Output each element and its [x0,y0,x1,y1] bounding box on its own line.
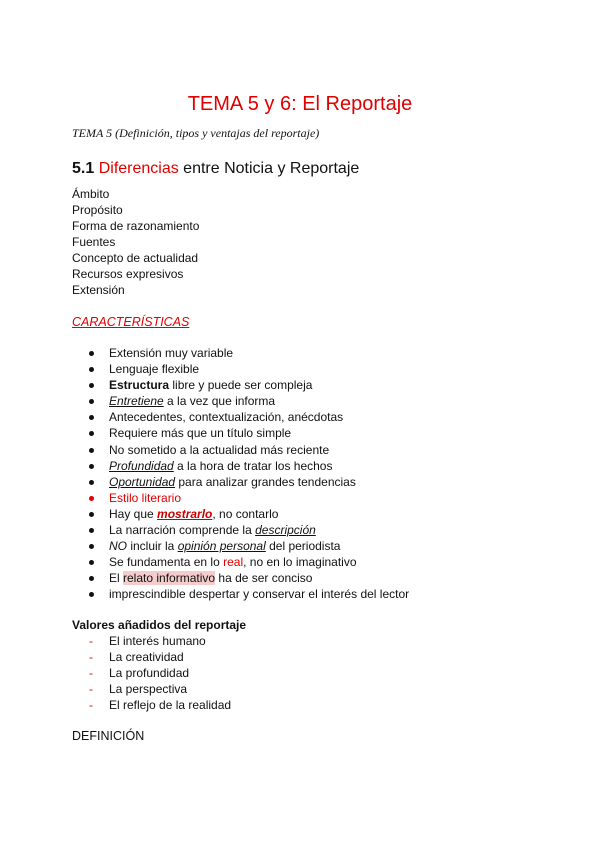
characteristic-text: incluir la [127,539,178,554]
section-number: 5.1 [72,160,95,177]
characteristic-emphasis: real [223,555,244,570]
characteristic-item [72,570,409,586]
document-title: TEMA 5 y 6: El Reportaje [187,93,413,115]
bullet-icon [89,415,94,420]
bullet-icon [89,399,94,404]
valor-item [72,665,231,681]
valor-text: La perspectiva [109,682,188,697]
aspect-item: Propósito [72,203,123,217]
characteristic-emphasis: opinión personal [177,539,266,554]
characteristic-item [72,538,409,554]
valor-text: La creatividad [109,650,184,665]
valor-text: La profundidad [109,666,190,681]
characteristic-emphasis: Entretiene [109,394,164,409]
bullet-icon [89,496,94,501]
characteristic-text: Extensión muy variable [109,346,234,360]
aspect-item: Extensión [72,283,125,297]
bullet-icon [89,544,94,549]
characteristic-item [72,409,409,425]
valor-text: El interés humano [109,634,206,648]
characteristics-list [72,345,409,603]
characteristic-text: Se fundamenta en lo [109,555,224,570]
characteristic-text: No sometido a la actualidad más reciente [109,442,330,457]
characteristic-item [72,554,409,570]
valores-list [72,633,231,713]
bullet-icon [89,560,94,565]
bullet-icon [89,383,94,388]
characteristic-text: Estilo literario [109,490,182,505]
characteristic-item [72,345,409,361]
characteristic-item [72,586,409,602]
characteristic-item [72,506,409,522]
valor-item [72,681,231,697]
characteristic-text: libre y puede ser compleja [169,378,313,393]
bullet-icon [89,576,94,581]
bullet-icon [89,448,94,453]
dash-marker-icon: - [89,650,93,665]
characteristic-text: ha de ser conciso [215,571,313,586]
characteristic-text: a la hora de tratar los hechos [173,458,333,473]
characteristic-text: El [109,571,124,586]
characteristic-item [72,361,409,377]
characteristic-emphasis: Profundidad [109,458,174,473]
characteristic-text: imprescindible despertar y conservar el interés del lector [109,587,410,602]
bullet-icon [89,367,94,372]
characteristic-emphasis: mostrarlo [157,506,213,521]
bullet-icon [89,464,94,469]
characteristic-text: Lenguaje flexible [109,362,200,377]
document-subtitle: TEMA 5 (Definición, tipos y ventajas del reportaje) [72,126,320,140]
aspect-item: Concepto de actualidad [72,251,199,265]
characteristic-item [72,490,409,506]
characteristic-text: para analizar grandes tendencias [175,474,356,489]
characteristic-item [72,393,409,409]
dash-marker-icon: - [89,682,93,697]
definicion-heading: DEFINICIÓN [72,729,145,743]
characteristic-item [72,377,409,393]
aspect-item: Ámbito [72,187,110,201]
bullet-icon [89,592,94,597]
aspect-item: Forma de razonamiento [72,219,200,233]
valor-item [72,633,231,649]
valor-item [72,649,231,665]
aspect-item: Fuentes [72,235,116,249]
characteristic-item [72,458,409,474]
characteristic-text: a la vez que informa [163,394,276,409]
aspects-list [72,186,199,298]
valor-text: El reflejo de la realidad [109,698,232,713]
characteristic-emphasis: Estructura [109,378,170,393]
bullet-icon [89,512,94,517]
bullet-icon [89,528,94,533]
section-keyword: Diferencias [98,160,179,177]
dash-marker-icon: - [89,666,93,681]
caracteristicas-heading: CARACTERÍSTICAS [72,315,190,329]
dash-marker-icon: - [89,634,93,648]
aspect-item: Recursos expresivos [72,267,184,281]
valor-item [72,697,231,713]
dash-marker-icon: - [89,698,93,713]
highlighted-text: relato informativo [123,571,216,586]
section-heading [72,160,359,178]
valores-heading: Valores añadidos del reportaje [72,618,247,632]
characteristic-item [72,474,409,490]
characteristic-text: Antecedentes, contextualización, anécdotas [109,410,344,425]
characteristic-text: Hay que [109,506,158,521]
characteristic-item [72,522,409,538]
characteristic-text: , no en lo imaginativo [243,555,357,570]
characteristic-emphasis: descripción [255,523,316,538]
bullet-icon [89,431,94,436]
characteristic-item [72,425,409,441]
characteristic-text: Requiere más que un título simple [109,426,292,441]
characteristic-text: del periodista [265,539,341,554]
characteristic-text: , no contarlo [212,506,279,521]
bullet-icon [89,351,94,356]
characteristic-item [72,442,409,458]
characteristic-emphasis: Oportunidad [109,474,176,489]
characteristic-text: La narración comprende la [109,523,256,538]
bullet-icon [89,480,94,485]
characteristic-emphasis: NO [109,539,127,554]
section-heading-rest: entre Noticia y Reportaje [178,160,360,177]
